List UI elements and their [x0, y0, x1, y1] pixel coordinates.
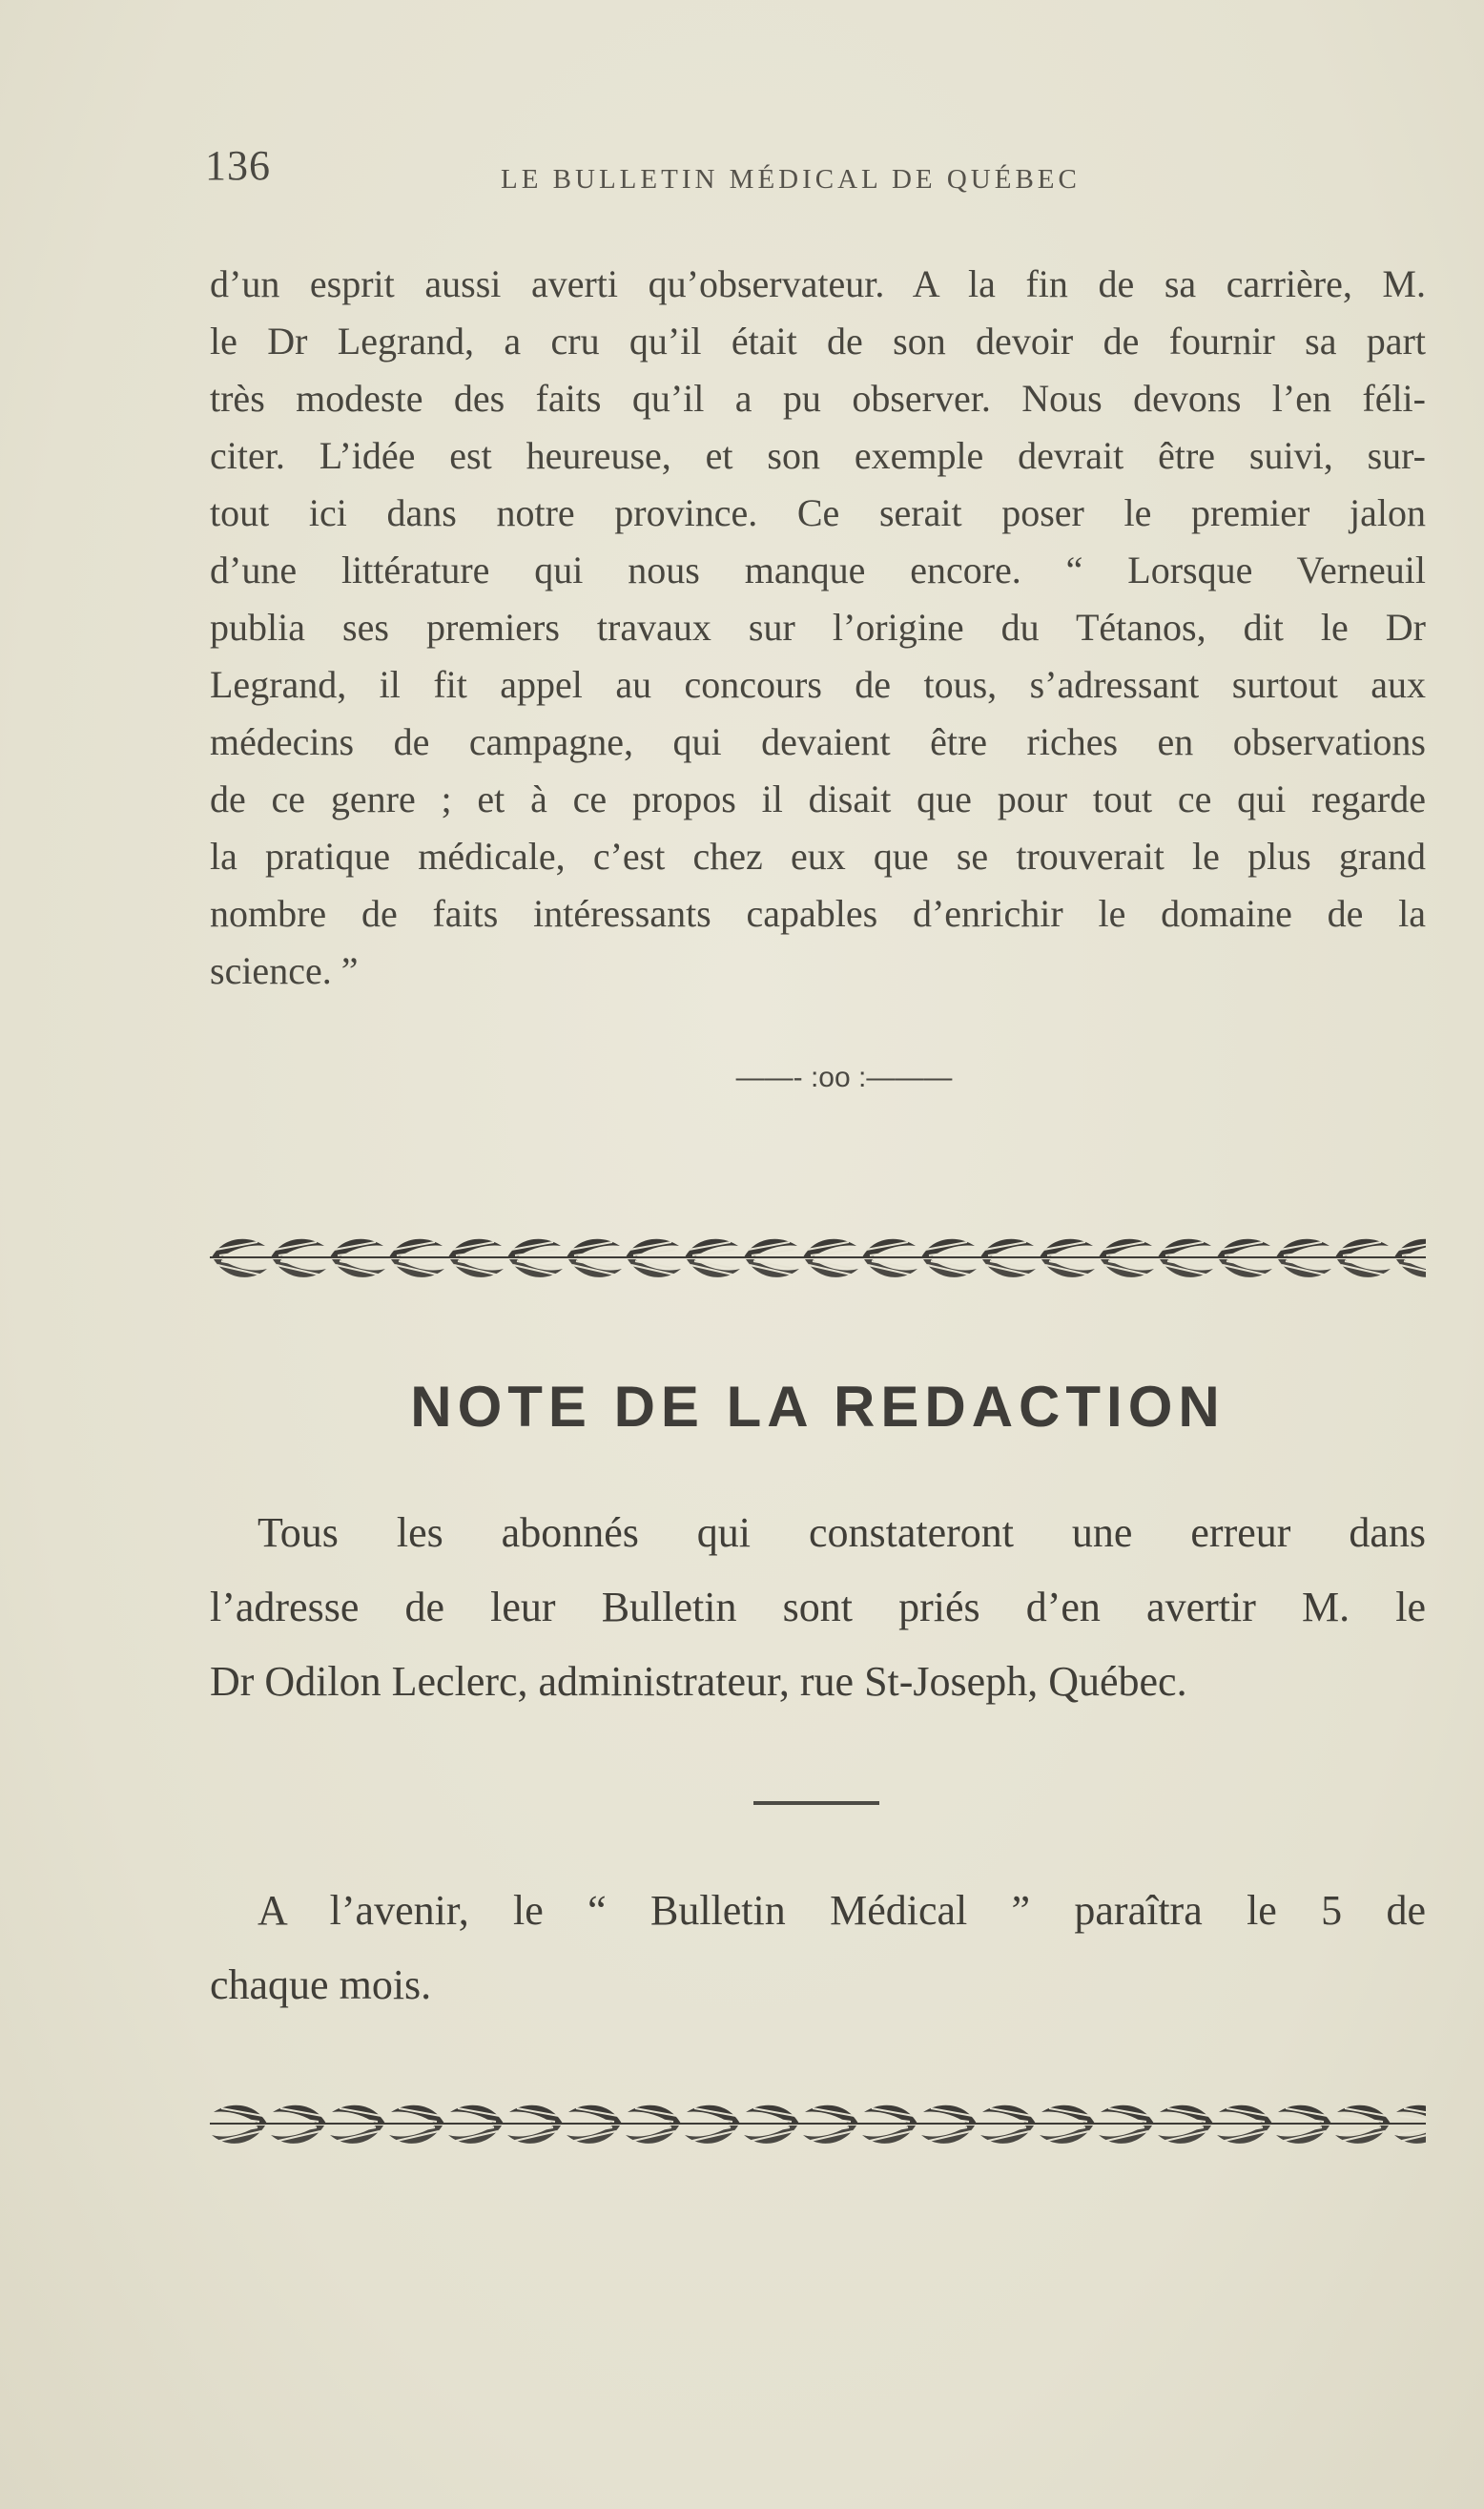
text-line: l’adresse de leur Bulletin sont priés d’en avertir M. le	[210, 1584, 1426, 1630]
text-line: d’un esprit aussi averti qu’observateur. A la fin de sa carrière, M.	[210, 262, 1426, 305]
body-paragraph	[210, 256, 1426, 1000]
ornamental-band-bottom	[210, 2097, 1426, 2150]
text-line: tout ici dans notre province. Ce serait poser le premier jalon	[210, 491, 1426, 534]
page-number: 136	[205, 142, 271, 189]
text-line: Legrand, il fit appel au concours de tous, s’adressant surtout aux	[210, 663, 1426, 706]
leaf-garland-icon	[210, 1231, 1426, 1284]
text-line: Dr Odilon Leclerc, administrateur, rue St-Joseph, Québec.	[210, 1658, 1187, 1705]
leaf-garland-icon	[210, 2097, 1426, 2150]
text-line: publia ses premiers travaux sur l’origine du Tétanos, dit le Dr	[210, 606, 1426, 649]
separator-rule	[753, 1801, 879, 1805]
running-head: LE BULLETIN MÉDICAL DE QUÉBEC	[501, 164, 1081, 195]
text-line: médecins de campagne, qui devaient être riches en observations	[210, 720, 1426, 763]
text-line: citer. L’idée est heureuse, et son exemple devrait être suivi, sur-	[210, 434, 1426, 477]
text-line: d’une littérature qui nous manque encore. “ Lorsque Verneuil	[210, 549, 1426, 591]
text-line: de ce genre ; et à ce propos il disait que pour tout ce qui regarde	[210, 778, 1426, 820]
ornamental-band-top	[210, 1231, 1426, 1284]
text-line: A l’avenir, le “ Bulletin Médical ” paraîtra le 5 de	[258, 1887, 1426, 1934]
text-line: Tous les abonnés qui constateront une erreur dans	[258, 1509, 1426, 1556]
section-divider: ——- :oo :———	[735, 1062, 953, 1093]
publication-notice	[210, 1874, 1426, 2022]
text-line: science. ”	[210, 949, 359, 992]
text-line: très modeste des faits qu’il a pu observer. Nous devons l’en féli-	[210, 377, 1426, 420]
note-paragraph	[210, 1496, 1426, 1719]
text-line: chaque mois.	[210, 1961, 432, 2008]
text-line: la pratique médicale, c’est chez eux que se trouverait le plus grand	[210, 835, 1426, 878]
text-line: le Dr Legrand, a cru qu’il était de son devoir de fournir sa part	[210, 320, 1426, 363]
text-line: nombre de faits intéressants capables d’enrichir le domaine de la	[210, 892, 1426, 935]
note-title: NOTE DE LA REDACTION	[410, 1375, 1226, 1439]
page-header	[205, 141, 1426, 198]
